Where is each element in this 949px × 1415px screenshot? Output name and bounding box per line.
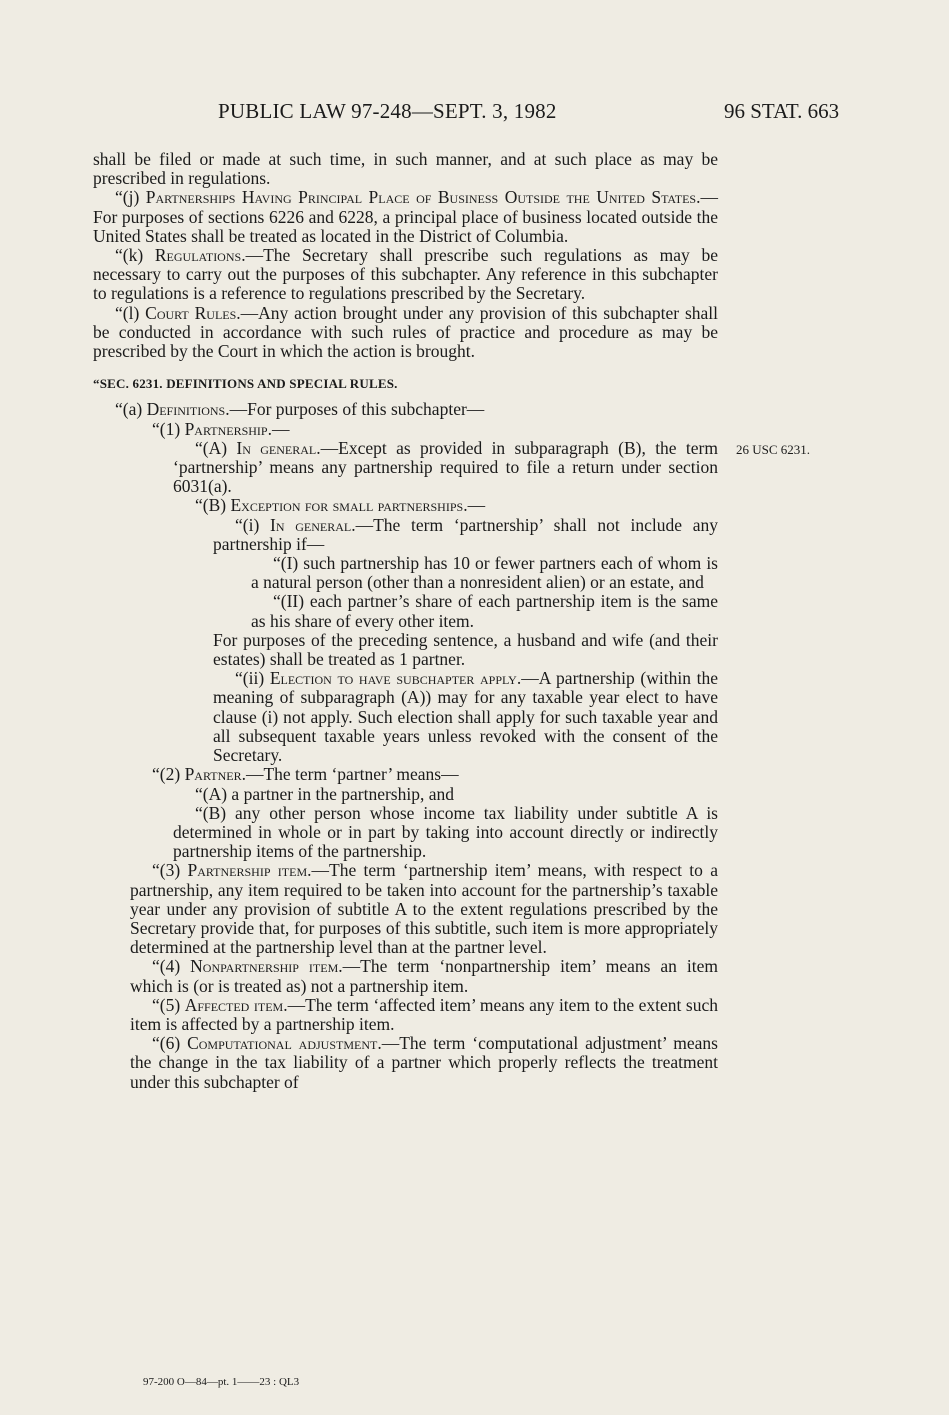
clause-caption: Election to have subchapter apply [269,668,517,689]
clause-caption: In general [270,514,352,535]
paragraph-caption: Partnership item [187,860,308,881]
subsection-l: “(l) Court Rules.—Any action brought under any provision of this subchapter shall be conducted in accordance with such rules of practice and procedure as may be prescribed by the Court in which the action is brought. [93,302,719,362]
subparagraph-caption: Exception for small partnerships [230,495,464,516]
subclause-I: “(I) such partnership has 10 or fewer partners each of whom is a natural person (other than a nonresident alien) or an estate, and [251,553,718,593]
subclause-II: “(II) each partner’s share of each partnership item is the same as his share of every other item. [251,591,718,631]
paragraph-caption: Affected item [184,994,284,1015]
paragraph-2: “(2) Partner.—The term ‘partner’ means— [152,764,459,785]
flush-sentence: For purposes of the preceding sentence, a husband and wife (and their estates) shall be treated as 1 partner. [213,629,718,670]
paragraph-continuation: shall be filed or made at such time, in such manner, and at such place as may be prescribed in regulations. [93,149,718,189]
subsection-caption: Regulations [154,245,242,266]
paragraph-caption: Computational adjustment [187,1033,378,1054]
section-heading: “SEC. 6231. DEFINITIONS AND SPECIAL RULES. [93,376,398,392]
printing-code-footer: 97-200 O—84—pt. 1——23 : QL3 [143,1376,300,1388]
paragraph-5: “(5) Affected item.—The term ‘affected item’ means any item to the extent such item is affected by a partnership item. [130,994,718,1034]
subsection-caption: Partnerships Having Principal Place of Business Outside the United States [145,187,697,208]
running-head-title: PUBLIC LAW 97-248—SEPT. 3, 1982 [218,99,557,123]
subparagraph-2a: “(A) a partner in the partnership, and [195,783,454,804]
clause-i: “(i) In general.—The term ‘partnership’ shall not include any partnership if— [213,514,718,554]
paragraph-caption: Partner [184,764,242,785]
paragraph-4: “(4) Nonpartnership item.—The term ‘nonpartnership item’ means an item which is (or is treated as) not a partnership item. [130,956,718,996]
subparagraph-a: “(A) In general.—Except as provided in subparagraph (B), the term ‘partnership’ means any partnership required to file a return under section 6031(a). [173,437,718,497]
paragraph-3: “(3) Partnership item.—The term ‘partnership item’ means, with respect to a partnership, any item required to be taken into account for the partnership’s taxable year under any provision of subtitle A to the extent regulations prescribed by the Secretary provide that, for purposes of this subtitle, such item is more appropriately determined at the partnership level than at the partner level. [130,860,718,958]
subsection-caption: Definitions [146,399,226,420]
subsection-j: “(j) Partnerships Having Principal Place of Business Outside the United States.—For purposes of sections 6226 and 6228, a principal place of business located outside the United States shall be treated as located in the District of Columbia. [93,187,718,246]
subsection-a: “(a) Definitions.—For purposes of this subchapter— [115,399,485,420]
subparagraph-caption: In general [236,437,317,458]
margin-citation: 26 USC 6231. [736,442,811,457]
clause-ii: “(ii) Election to have subchapter apply.—A partnership (within the meaning of subparagraph (A)) may for any taxable year elect to have clause (i) not apply. Such election shall apply for such taxable year and all subsequent taxable years unless revoked with the consent of the Secretary. [213,668,719,766]
paragraph-1: “(1) Partnership.— [152,418,290,439]
document-body [93,150,718,1092]
subparagraph-b: “(B) Exception for small partnerships.— [195,495,486,516]
statute-page-number: 96 STAT. 663 [724,99,840,123]
subsection-caption: Court Rules [145,302,237,323]
paragraph-caption: Nonpartnership item [190,956,339,977]
subsection-k: “(k) Regulations.—The Secretary shall prescribe such regulations as may be necessary to carry out the purposes of this subchapter. Any reference in this subchapter to regulations is a reference to regulations prescribed by the Secretary. [93,245,718,304]
subparagraph-2b: “(B) any other person whose income tax liability under subtitle A is determined in whole or in part by taking into account directly or indirectly partnership items of the partnership. [173,802,718,862]
paragraph-6: “(6) Computational adjustment.—The term ‘computational adjustment’ means the change in the tax liability of a partner which properly reflects the treatment under this subchapter of [130,1033,718,1092]
paragraph-caption: Partnership [184,418,268,439]
